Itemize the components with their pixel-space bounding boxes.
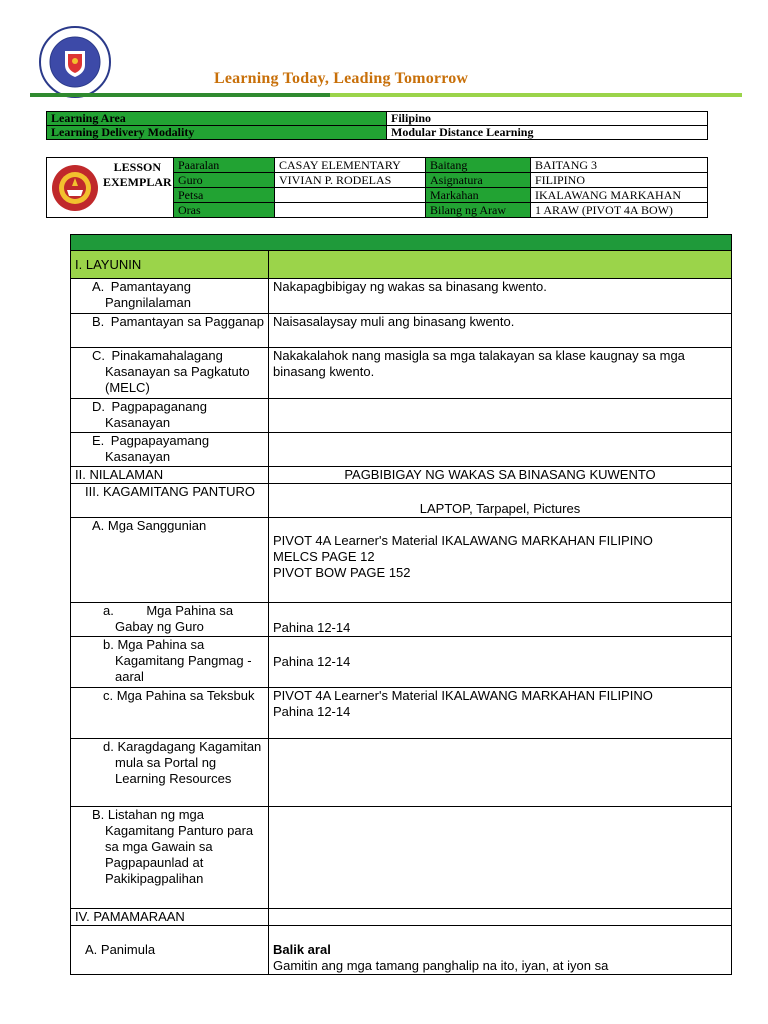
exemplar-title-line2: EXEMPLAR (103, 175, 172, 189)
exemplar-title-cell (47, 158, 174, 218)
field-label: Guro (174, 173, 275, 188)
section-heading: IV. PAMAMARAAN (71, 909, 269, 926)
field-label: Oras (174, 203, 275, 218)
row-value (269, 518, 732, 603)
table-row (71, 603, 732, 637)
table-row (71, 688, 732, 739)
row-label: a. Mga Pahina sa Gabay ng Guro (103, 603, 234, 634)
field-value (275, 188, 426, 203)
exemplar-row (47, 158, 708, 173)
field-label: Markahan (426, 188, 531, 203)
learning-info-table (46, 111, 708, 140)
row-label: D. Pagpapaganang Kasanayan (92, 399, 207, 430)
exemplar-title-line1: LESSON (113, 160, 162, 174)
table-row (71, 739, 732, 807)
field-value: CASAY ELEMENTARY (275, 158, 426, 173)
table-row (71, 399, 732, 433)
field-label: Baitang (426, 158, 531, 173)
section-row-nilalaman (71, 467, 732, 484)
exemplar-title (103, 160, 172, 190)
row-label: C. Pinakamahalagang Kasanayan sa Pagkatuto (MELC) (92, 348, 250, 395)
row-value: PAGBIBIGAY NG WAKAS SA BINASANG KUWENTO (269, 467, 732, 484)
section-heading: III. KAGAMITANG PANTURO (85, 484, 255, 499)
field-value (275, 203, 426, 218)
section-row-pamamaraan (71, 909, 732, 926)
table-row (71, 637, 732, 688)
table-row (71, 926, 732, 975)
row-label: b. Mga Pahina sa Kagamitang Pangmag -aaral (103, 637, 252, 684)
header-rule-dark (30, 93, 330, 97)
row-value: Nakapagbibigay ng wakas sa binasang kwento. (269, 279, 732, 314)
lesson-exemplar-table (46, 157, 708, 218)
table-row (71, 433, 732, 467)
table-row (71, 807, 732, 909)
field-value: IKALAWANG MARKAHAN (531, 188, 708, 203)
section-heading: II. NILALAMAN (71, 467, 269, 484)
row-label: E. Pagpapayamang Kasanayan (92, 433, 210, 464)
field-label: Asignatura (426, 173, 531, 188)
field-value: 1 ARAW (PIVOT 4A BOW) (531, 203, 708, 218)
lesson-plan-table (70, 234, 732, 975)
section-row-layunin (71, 251, 732, 279)
row-label: A. Mga Sanggunian (92, 518, 207, 533)
row-value: LAPTOP, Tarpapel, Pictures (269, 484, 732, 518)
info-row (47, 112, 708, 126)
row-value (269, 926, 732, 975)
row-value: Naisasalaysay muli ang binasang kwento. (269, 314, 732, 348)
field-label: Petsa (174, 188, 275, 203)
table-row (71, 348, 732, 399)
info-label: Learning Delivery Modality (47, 126, 387, 140)
table-header-band (71, 235, 732, 251)
info-label: Learning Area (47, 112, 387, 126)
row-label: A. Pamantayang Pangnilalaman (92, 279, 192, 310)
value-line: MELCS PAGE 12 (273, 549, 375, 564)
row-value: Pahina 12-14 (269, 603, 732, 637)
section-row-kagamitan (71, 484, 732, 518)
value-line: PIVOT 4A Learner's Material IKALAWANG MARKAHAN FILIPINO (273, 688, 653, 703)
info-value: Filipino (387, 112, 708, 126)
field-label: Bilang ng Araw (426, 203, 531, 218)
row-label: A. Panimula (85, 942, 156, 957)
value-line: PIVOT 4A Learner's Material IKALAWANG MARKAHAN FILIPINO (273, 533, 653, 548)
row-label: B. Pamantayan sa Pagganap (92, 314, 265, 329)
value-line: PIVOT BOW PAGE 152 (273, 565, 411, 580)
field-value: BAITANG 3 (531, 158, 708, 173)
row-label: d. Karagdagang Kagamitan mula sa Portal ng Learning Resources (103, 739, 262, 786)
row-value: Pahina 12-14 (269, 637, 732, 688)
value-heading: Balik aral (273, 942, 331, 957)
deped-seal-logo (38, 25, 112, 99)
value-line: Pahina 12-14 (273, 704, 351, 719)
header-rule-light (330, 93, 742, 97)
table-row (71, 518, 732, 603)
table-row (71, 279, 732, 314)
info-row (47, 126, 708, 140)
row-value (269, 688, 732, 739)
value-line: Gamitin ang mga tamang panghalip na ito, iyan, at iyon sa (273, 958, 609, 973)
row-label: c. Mga Pahina sa Teksbuk (103, 688, 255, 703)
field-value: FILIPINO (531, 173, 708, 188)
info-value: Modular Distance Learning (387, 126, 708, 140)
motto: Learning Today, Leading Tomorrow (214, 70, 469, 87)
section-heading: I. LAYUNIN (71, 251, 269, 279)
school-seal-logo (51, 164, 99, 212)
field-value: VIVIAN P. RODELAS (275, 173, 426, 188)
row-label: B. Listahan ng mga Kagamitang Panturo para sa mga Gawain sa Pagpapaunlad at Pakikipagpalihan (92, 807, 254, 886)
row-value: Nakakalahok nang masigla sa mga talakayan sa klase kaugnay sa mga binasang kwento. (269, 348, 732, 399)
table-row (71, 314, 732, 348)
field-label: Paaralan (174, 158, 275, 173)
